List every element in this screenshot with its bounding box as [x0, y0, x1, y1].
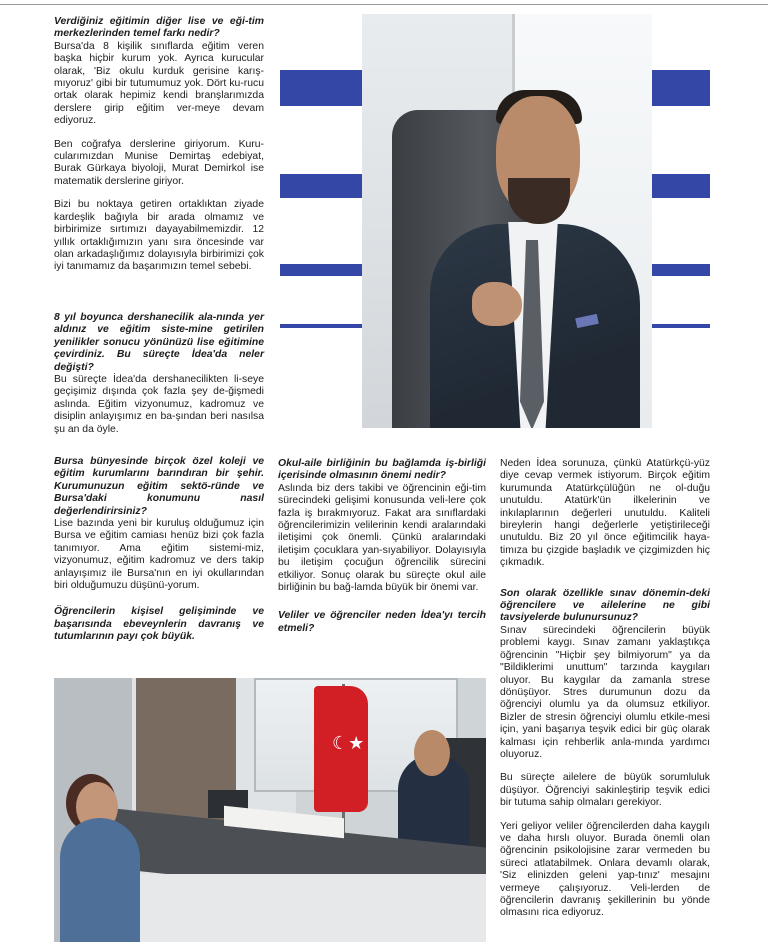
- portrait-photo: [362, 14, 652, 428]
- question-heading: Öğrencilerin kişisel gelişiminde ve başarısında ebeveynlerin davranış ve tutumlarının payı çok büyük.: [54, 606, 264, 643]
- question-heading: Verdiğiniz eğitimin diğer lise ve eği-tim merkezlerinden temel farkı nedir?: [54, 16, 264, 40]
- accent-stripe: [652, 264, 710, 276]
- desk-front: [134, 874, 486, 942]
- question-heading: Son olarak özellikle sınav dönemin-deki öğrencilere ve ailelerine ne gibi tavsiyelerde bulunursunuz?: [500, 587, 710, 624]
- top-rule: [0, 4, 768, 5]
- question-heading: 8 yıl boyunca dershanecilik ala-nında yer aldınız ve eğitim siste-mine getirilen yenilikler sonucu yönünüzü lise eğitimine çevirdiniz. Bu süreçte İdea'da neler değişti?: [54, 312, 264, 373]
- answer-paragraph: Neden İdea sorunuza, çünkü Atatürkçü-yüz diye cevap vermek istiyorum. Birçok eğitim kurumunda Atatürkçülüğün ne ol-duğu unutuldu. Atatürk'ün ilkelerinin ve inkılaplarının değerleri unutuldu. Kaliteli bireylerin hangi değerlerle yetiştirileceği unutuldu. Biz 20 yıl önce eğitimcilik haya-timıza bu çizgide başladık ve çizgimizden hiç çıkmadık.: [500, 458, 710, 569]
- answer-paragraph: Bursa'da 8 kişilik sınıflarda eğitim veren başka hiçbir kurum yok. Ayrıca kurucular olarak, 'Biz okulu kurduk gerisine karış-mıyoruz' gibi bir tutumumuz yok. Dört ku-rucu ortak olarak hepimiz kendi branşlarımızda derslere girip eğitim ver-meye devam ediyoruz.: [54, 40, 264, 127]
- question-heading: Veliler ve öğrenciler neden İdea'yı tercih etmeli?: [278, 610, 486, 634]
- accent-stripe: [280, 70, 362, 106]
- accent-stripe: [652, 174, 710, 198]
- answer-paragraph: Yeri geliyor veliler öğrencilerden daha kaygılı ve daha hırslı oluyor. Burada önemli olan öğrencinin psikolojisine zarar vermeden bu süreci atlatabilmek. Onlara devamlı olarak, 'Siz elinizden geleni yap-tınız' mesajını vermeye çalışıyoruz. Veli-lerden de öğrencilerin davranış şekillerinin bu yönde olmasını rica ediyoruz.: [500, 820, 710, 919]
- accent-stripe: [280, 174, 362, 198]
- answer-paragraph: Bu süreçte ailelere de büyük sorumluluk düşüyor. Öğrenciyi sakinleştirip teşvik edici bir tutuma sahip olmaları gerekiyor.: [500, 772, 710, 809]
- answer-paragraph: Bu süreçte İdea'da dershanecilikten li-seye geçişimiz dışında çok fazla şey de-ğişmedi aslında. Eğitim vizyonumuz, kadromuz ve disiplin anlayışımız en ba-şından beri nasılsa şu an da öyle.: [54, 374, 264, 435]
- photo-man-head: [414, 730, 450, 776]
- accent-stripe: [652, 324, 710, 328]
- question-heading: Okul-aile birliğinin bu bağlamda iş-birliği içerisinde olmasının önemi nedir?: [278, 458, 486, 482]
- left-column-lower: [54, 456, 264, 644]
- answer-paragraph: Ben coğrafya derslerine giriyorum. Kuru-cularımızdan Munise Demirtaş edebiyat, Burak Gürkaya biyoloji, Murat Demirkol ise matematik derslerine giriyor.: [54, 138, 264, 187]
- photo-hand: [472, 282, 522, 326]
- accent-stripe: [280, 264, 362, 276]
- answer-paragraph: Aslında biz ders takibi ve öğrencinin eği-tim sürecindeki gelişimi konusunda veli-lere çok fazla iş bırakmıyoruz. Fakat ara sınıflardaki öğrencilerimizin velilerinin kendi aralarındaki iletişimi çok önemli. Çünkü aralarındaki iletişim çocuklara yan-sıyabiliyor. Dolayısıyla bu iletişim çocuğun öğrencilik sürecini etkiliyor. Sonuç olarak bu süreçte okul aile birliğinin bu bağ-lamda büyük bir önemi var.: [278, 482, 486, 594]
- question-heading: Bursa bünyesinde birçok özel koleji ve eğitim kurumlarını barındıran bir şehir. Kurumunuzun eğitim sektö-ründe ve Bursa'daki konumunu nasıl değerlendirirsiniz?: [54, 456, 264, 517]
- answer-paragraph: Sınav sürecindeki öğrencilerin büyük problemi kaygı. Sınav zamanı yaklaştıkça öğrencinin "Hiçbir şey bilmiyorum" ya da "Bildiklerimi unuttum" tarzında kaygıları oluyor. Bu kaygılar da zamanla strese dönüşüyor. Stres durumunun dozu da öğrenciyi olumlu ya da olumsuz etkiliyor. Bizler de stresin öğrenciyi olumlu etkile-mesi için, yani başarıya teşvik edici bir güç olarak kalması için rehberlik anla-mında yardımcı oluyoruz.: [500, 624, 710, 760]
- photo-woman: [60, 818, 140, 942]
- crescent-star-icon: ☾★: [332, 733, 365, 753]
- answer-paragraph: Bizi bu noktaya getiren ortaklıktan ziyade kardeşlik bağıyla bir arada olmamız ve birbirimize sırtımızı dayayabilmemizdir. 12 yıllık ortaklığımızın yanı sıra öncesinde var olan arkadaşlığımız dolayısıyla birbirimizi çok iyi tanımamız da başarımızın temel sebebi.: [54, 199, 264, 273]
- left-column-upper: [54, 16, 264, 274]
- left-column-middle: [54, 312, 264, 436]
- accent-stripe: [652, 70, 710, 106]
- right-column: [500, 458, 710, 920]
- answer-paragraph: Lise bazında yeni bir kuruluş olduğumuz için Bursa ve eğitim camiası henüz bizi çok fazla tanımıyor. Ama eğitim sistemi-miz, vizyonumuz, eğitim kadromuz ve ders takip anlayışımız ile Bursa'nın en iyi okullarından biri olduğumuzu düşünü-yorum.: [54, 518, 264, 592]
- middle-column: [278, 458, 486, 635]
- accent-stripe: [280, 324, 362, 328]
- meeting-photo: [54, 678, 486, 942]
